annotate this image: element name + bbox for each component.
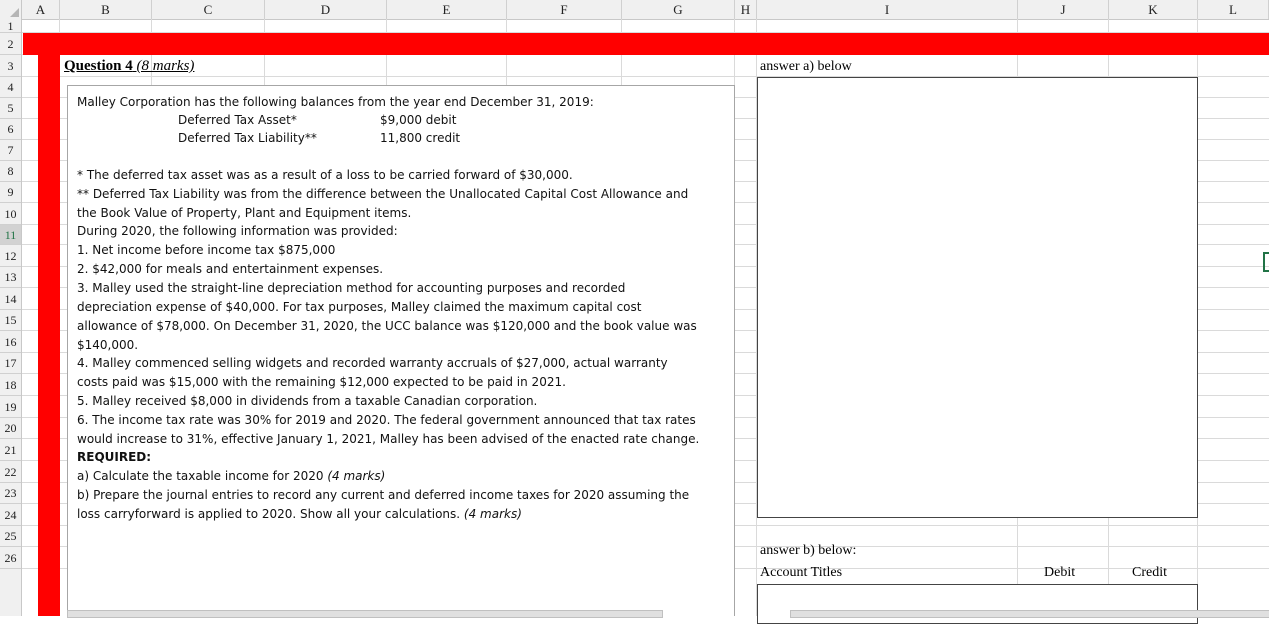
column-header-K[interactable]: K <box>1109 0 1198 19</box>
question-line: would increase to 31%, effective January 1, 2021, Malley has been advised of the enacted rate change. <box>77 432 700 446</box>
debit-header: Debit <box>1044 565 1076 580</box>
row-header[interactable]: 25 <box>0 526 21 547</box>
question-line: 4. Malley commenced selling widgets and recorded warranty accruals of $27,000, actual warranty <box>77 356 668 370</box>
question-line: costs paid was $15,000 with the remaining $12,000 expected to be paid in 2021. <box>77 375 566 389</box>
active-cell-indicator <box>1263 252 1269 272</box>
row-header[interactable]: 11 <box>0 225 21 245</box>
question-line: 3. Malley used the straight-line depreciation method for accounting purposes and recorded <box>77 281 626 295</box>
part-a-marks: (4 marks) <box>327 469 386 483</box>
row-header[interactable]: 13 <box>0 267 21 288</box>
answer-b-label: answer b) below: <box>760 543 857 558</box>
part-b-line-2 <box>77 507 522 521</box>
row-header[interactable]: 18 <box>0 374 21 396</box>
column-header-C[interactable]: C <box>152 0 265 19</box>
row-header[interactable]: 24 <box>0 504 21 526</box>
row-header[interactable]: 22 <box>0 461 21 483</box>
balance-2-value: 11,800 credit <box>380 131 461 145</box>
required-heading: REQUIRED: <box>77 450 152 464</box>
question-line: depreciation expense of $40,000. For tax purposes, Malley claimed the maximum capital cost <box>77 300 642 314</box>
red-side-band <box>38 33 60 616</box>
row-header[interactable]: 4 <box>0 77 21 98</box>
part-a-line <box>77 469 385 483</box>
column-header-E[interactable]: E <box>387 0 507 19</box>
row-header[interactable]: 15 <box>0 310 21 331</box>
question-line: 1. Net income before income tax $875,000 <box>77 243 336 257</box>
column-header-L[interactable]: L <box>1198 0 1269 19</box>
horizontal-scrollbar-left[interactable] <box>67 610 663 618</box>
row-header[interactable]: 26 <box>0 547 21 569</box>
row-header[interactable]: 7 <box>0 140 21 161</box>
row-header[interactable]: 16 <box>0 331 21 353</box>
question-line: * The deferred tax asset was as a result of a loss to be carried forward of $30,000. <box>77 168 573 182</box>
question-line: 5. Malley received $8,000 in dividends from a taxable Canadian corporation. <box>77 394 538 408</box>
row-header[interactable]: 21 <box>0 439 21 461</box>
row-header[interactable]: 23 <box>0 483 21 504</box>
row-header[interactable]: 1 <box>0 19 21 33</box>
horizontal-scrollbar-right[interactable] <box>790 610 1269 618</box>
part-b-text: loss carryforward is applied to 2020. Show all your calculations. <box>77 507 464 521</box>
part-b-line-1: b) Prepare the journal entries to record any current and deferred income taxes for 2020 assuming the <box>77 488 690 502</box>
column-header-B[interactable]: B <box>60 0 152 19</box>
column-header-A[interactable]: A <box>22 0 60 19</box>
row-header[interactable]: 20 <box>0 418 21 439</box>
column-header-I[interactable]: I <box>757 0 1018 19</box>
question-title <box>64 58 194 75</box>
row-header[interactable]: 8 <box>0 161 21 182</box>
row-header[interactable]: 14 <box>0 288 21 310</box>
select-all-corner[interactable] <box>0 0 22 19</box>
column-header-F[interactable]: F <box>507 0 622 19</box>
answer-b-box[interactable] <box>757 584 1198 624</box>
balance-2-label: Deferred Tax Liability** <box>178 131 317 145</box>
row-header-bar <box>0 19 22 616</box>
row-header[interactable]: 9 <box>0 182 21 203</box>
row-header[interactable]: 12 <box>0 245 21 267</box>
question-text-box[interactable] <box>67 85 735 616</box>
red-header-band <box>23 33 1269 55</box>
question-marks: (8 marks) <box>136 58 195 74</box>
question-line: 2. $42,000 for meals and entertainment expenses. <box>77 262 384 276</box>
question-line: the Book Value of Property, Plant and Equipment items. <box>77 206 412 220</box>
row-header[interactable]: 5 <box>0 98 21 119</box>
row-header[interactable]: 3 <box>0 55 21 77</box>
question-line: During 2020, the following information was provided: <box>77 224 398 238</box>
credit-header: Credit <box>1132 565 1167 580</box>
question-line: $140,000. <box>77 338 139 352</box>
question-line: allowance of $78,000. On December 31, 2020, the UCC balance was $120,000 and the book value was <box>77 319 697 333</box>
row-header[interactable]: 17 <box>0 353 21 374</box>
balance-1-value: $9,000 debit <box>380 113 457 127</box>
question-intro: Malley Corporation has the following balances from the year end December 31, 2019: <box>77 95 594 109</box>
column-header-D[interactable]: D <box>265 0 387 19</box>
column-header-H[interactable]: H <box>735 0 757 19</box>
select-all-triangle-icon <box>10 8 19 17</box>
question-title-text: Question 4 <box>64 58 133 74</box>
answer-a-label: answer a) below <box>760 59 852 74</box>
answer-a-box[interactable] <box>757 77 1198 518</box>
row-header[interactable]: 10 <box>0 203 21 225</box>
balance-1-label: Deferred Tax Asset* <box>178 113 297 127</box>
column-header-J[interactable]: J <box>1018 0 1109 19</box>
row-header[interactable]: 19 <box>0 396 21 418</box>
question-line: ** Deferred Tax Liability was from the difference between the Unallocated Capital Cost Allowance and <box>77 187 689 201</box>
row-header[interactable]: 6 <box>0 119 21 140</box>
part-a-text: a) Calculate the taxable income for 2020 <box>77 469 328 483</box>
row-header[interactable]: 2 <box>0 33 21 55</box>
question-line: 6. The income tax rate was 30% for 2019 and 2020. The federal government announced that tax rates <box>77 413 696 427</box>
part-b-marks: (4 marks) <box>463 507 522 521</box>
column-header-bar <box>0 0 1269 20</box>
account-titles-header: Account Titles <box>760 565 843 580</box>
column-header-G[interactable]: G <box>622 0 735 19</box>
